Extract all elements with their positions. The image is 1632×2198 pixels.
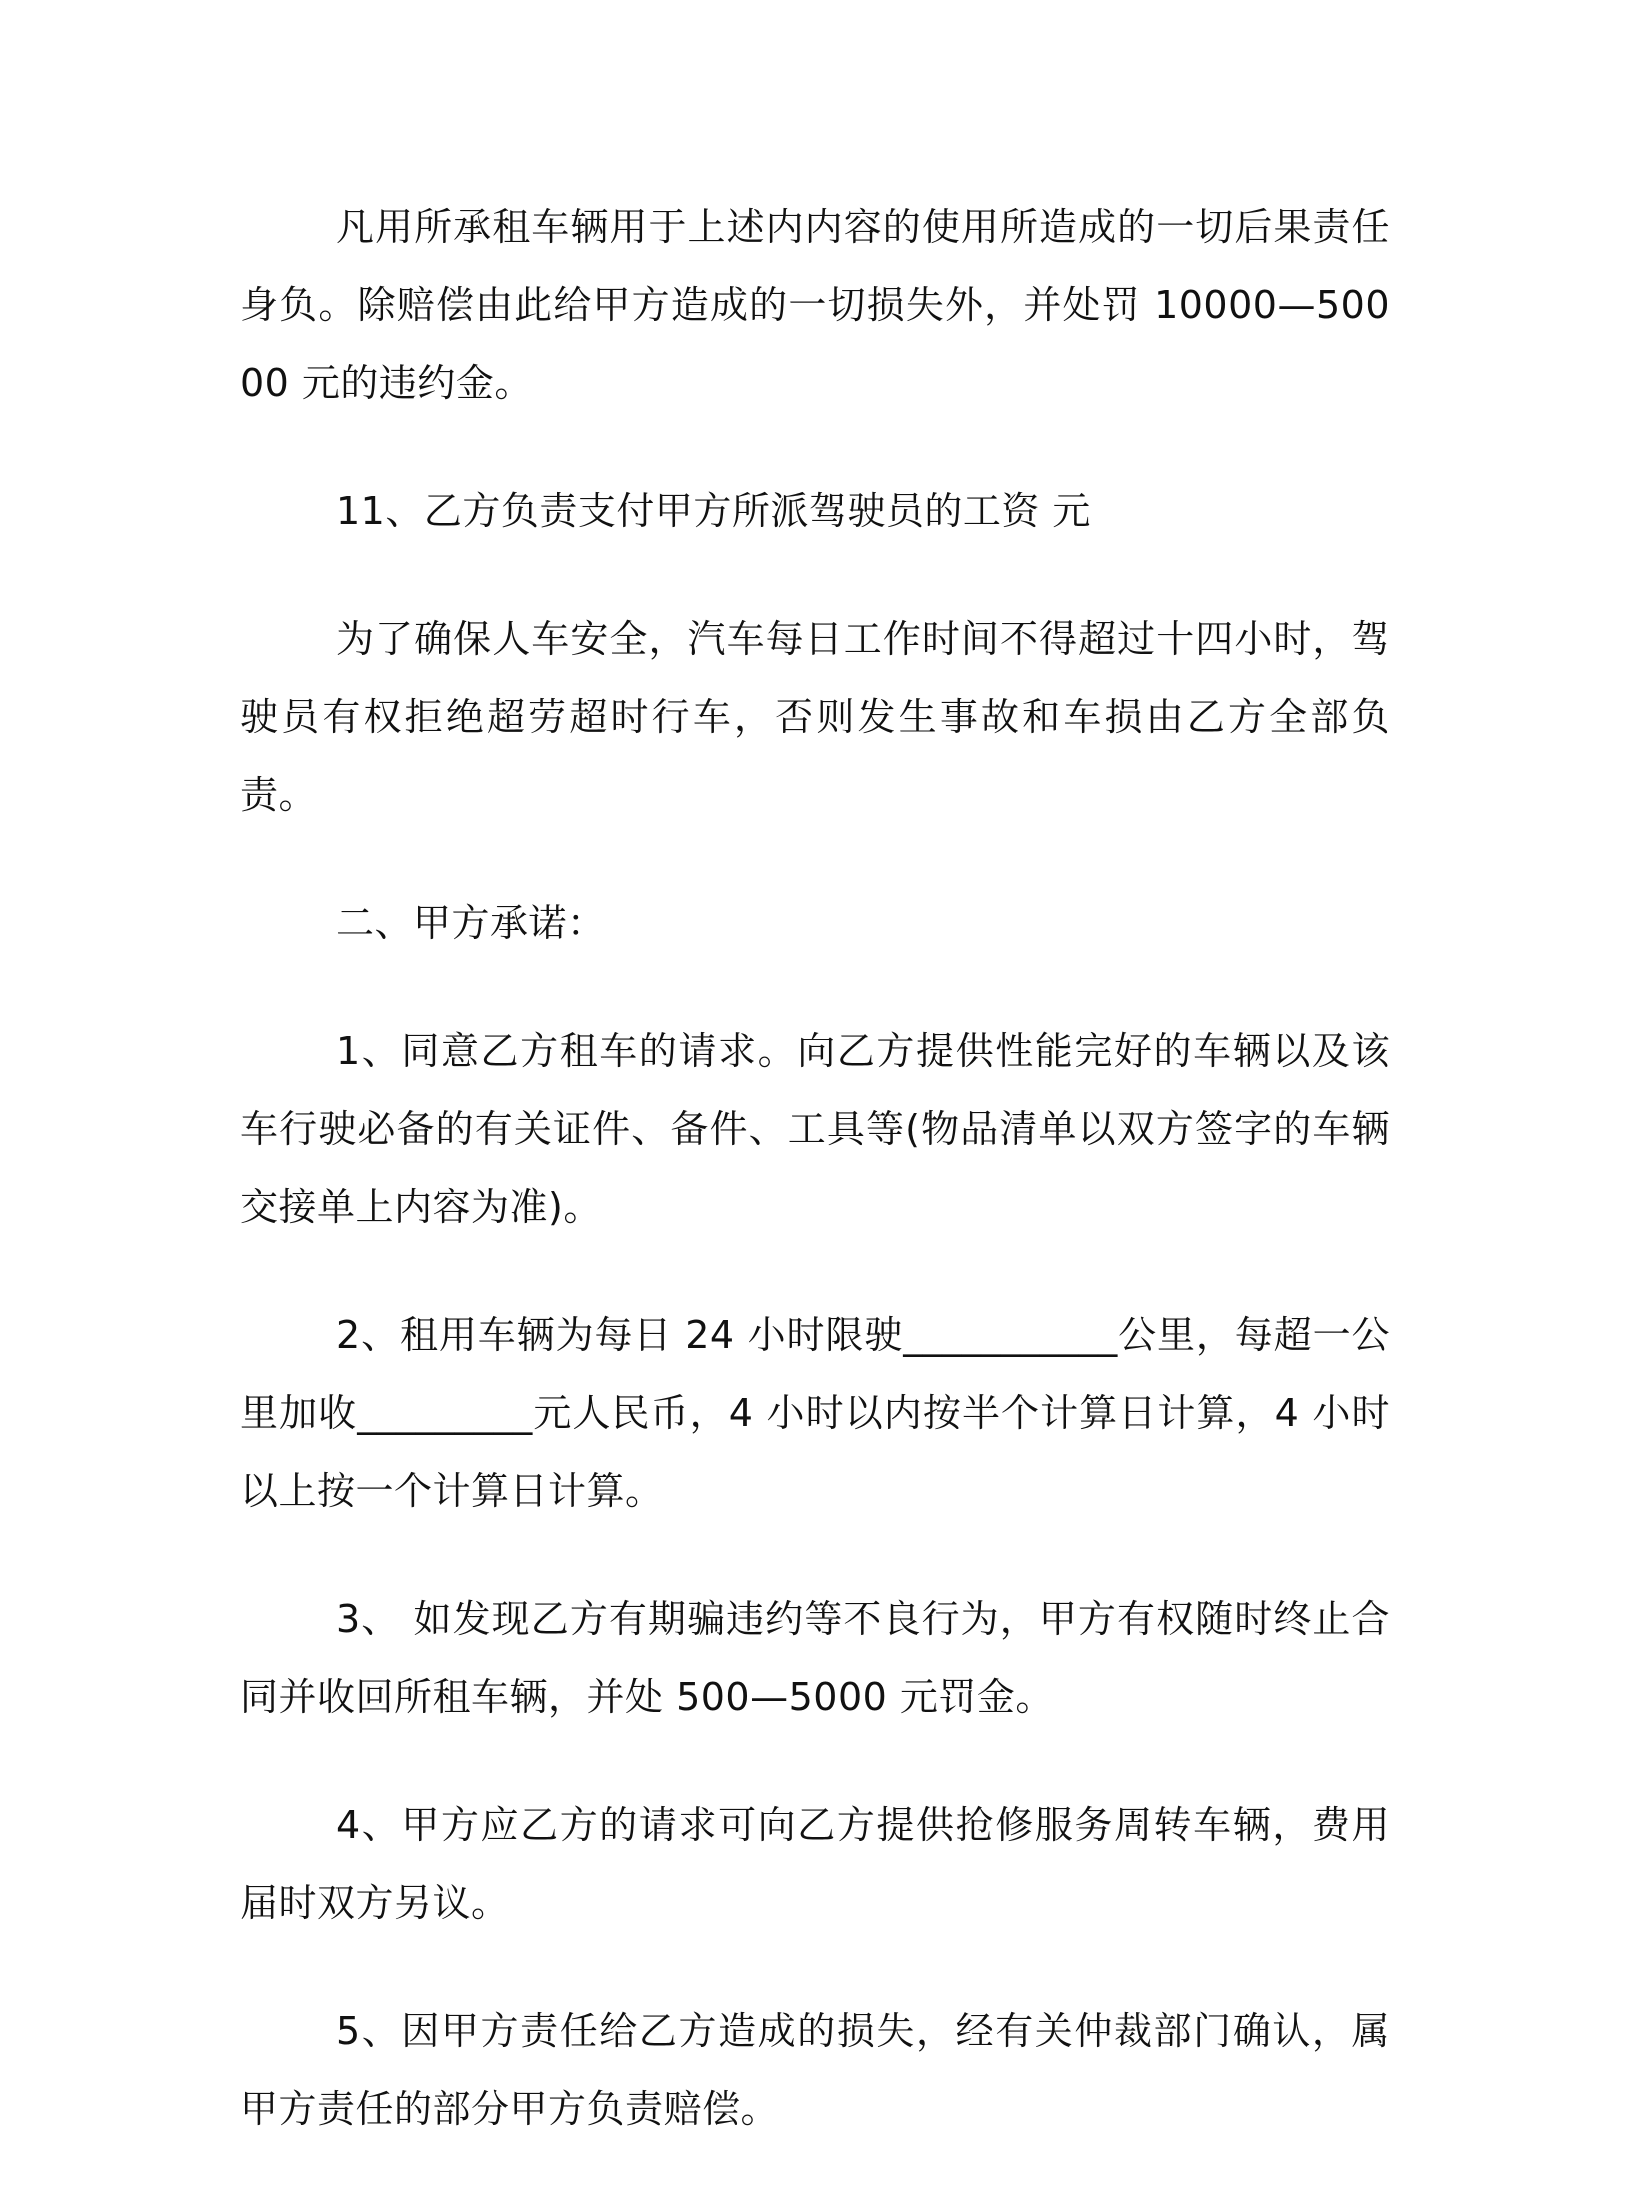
paragraph-commitment-2: 2、租用车辆为每日 24 小时限驶___________公里，每超一公里加收_________元人民币，4 小时以内按半个计算日计算，4 小时以上按一个计算日计算。: [240, 1313, 1390, 1513]
document-body: [240, 188, 1390, 2198]
paragraph-commitment-3: 3、 如发现乙方有期骗违约等不良行为，甲方有权随时终止合同并收回所租车辆，并处 500—5000 元罚金。: [240, 1597, 1390, 1719]
paragraph-safety-hours: 为了确保人车安全，汽车每日工作时间不得超过十四小时，驾驶员有权拒绝超劳超时行车，否则发生事故和车损由乙方全部负责。: [240, 617, 1390, 817]
section-heading-party-a-commitments: 二、甲方承诺：: [336, 901, 606, 945]
paragraph-commitment-1: 1、同意乙方租车的请求。向乙方提供性能完好的车辆以及该车行驶必备的有关证件、备件、工具等(物品清单以双方签字的车辆交接单上内容为准)。: [240, 1029, 1390, 1229]
paragraph-commitment-4: 4、甲方应乙方的请求可向乙方提供抢修服务周转车辆，费用届时双方另议。: [240, 1803, 1390, 1925]
paragraph-liability: 凡用所承租车辆用于上述内内容的使用所造成的一切后果责任身负。除赔偿由此给甲方造成的一切损失外，并处罚 10000—50000 元的违约金。: [240, 205, 1390, 405]
paragraph-commitment-5: 5、因甲方责任给乙方造成的损失，经有关仲裁部门确认，属甲方责任的部分甲方负责赔偿。: [240, 2009, 1390, 2131]
paragraph-driver-wage: 11、乙方负责支付甲方所派驾驶员的工资 元: [336, 489, 1091, 533]
